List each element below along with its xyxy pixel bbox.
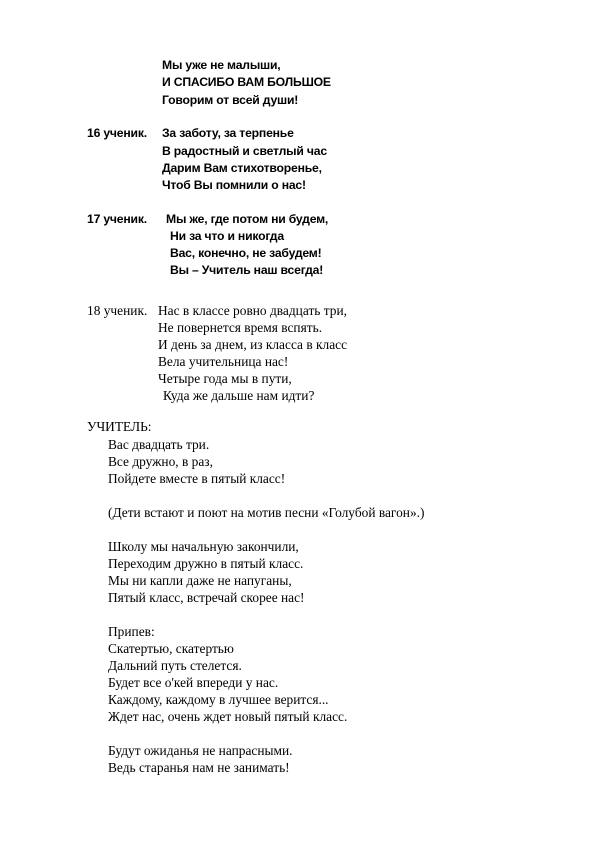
speaker-label-teacher: УЧИТЕЛЬ: [87,419,152,434]
poem-line: Вас двадцать три. [108,437,210,452]
song-line: Каждому, каждому в лучшее верится... [108,692,329,707]
song-line: Пятый класс, встречай скорее нас! [108,590,305,605]
speaker-label-16: 16 ученик. [87,126,147,140]
poem-line: В радостный и светлый час [162,144,327,158]
poem-line: Пойдете вместе в пятый класс! [108,471,286,486]
speaker-label-17: 17 ученик. [87,212,147,226]
song-line: Дальний путь стелется. [108,658,242,673]
poem-line: Вас, конечно, не забудем! [170,246,322,260]
poem-line: Куда же дальше нам идти? [163,388,315,403]
song-line: Переходим дружно в пятый класс. [108,556,304,571]
song-line: Скатертью, скатертью [108,641,234,656]
speaker-label-18: 18 ученик. [87,303,148,318]
poem-line: За заботу, за терпенье [162,126,294,140]
song-line: Будет все о'кей впереди у нас. [108,675,279,690]
stage-direction: (Дети встают и поют на мотив песни «Голубой вагон».) [108,505,425,520]
poem-line: Вы – Учитель наш всегда! [170,263,324,277]
poem-line: Четыре года мы в пути, [158,371,292,386]
poem-line: Дарим Вам стихотворенье, [162,161,322,175]
poem-line: Не повернется время вспять. [158,320,323,335]
song-line: Школу мы начальную закончили, [108,539,299,554]
song-line: Ждет нас, очень ждет новый пятый класс. [108,709,348,724]
poem-line: Мы уже не малыши, [162,58,281,72]
poem-line: Чтоб Вы помнили о нас! [162,178,306,192]
poem-line: Ни за что и никогда [170,229,284,243]
poem-line: И день за днем, из класса в класс [158,337,348,352]
poem-line: Вела учительница нас! [158,354,289,369]
chorus-label: Припев: [108,624,155,639]
poem-line: Нас в классе ровно двадцать три, [158,303,347,318]
song-line: Будут ожиданья не напрасными. [108,743,293,758]
poem-line: И СПАСИБО ВАМ БОЛЬШОЕ [162,75,331,89]
poem-line: Говорим от всей души! [162,93,299,107]
poem-line: Мы же, где потом ни будем, [166,212,329,226]
poem-line: Все дружно, в раз, [108,454,213,469]
song-line: Мы ни капли даже не напуганы, [108,573,292,588]
song-line: Ведь старанья нам не занимать! [108,760,290,775]
